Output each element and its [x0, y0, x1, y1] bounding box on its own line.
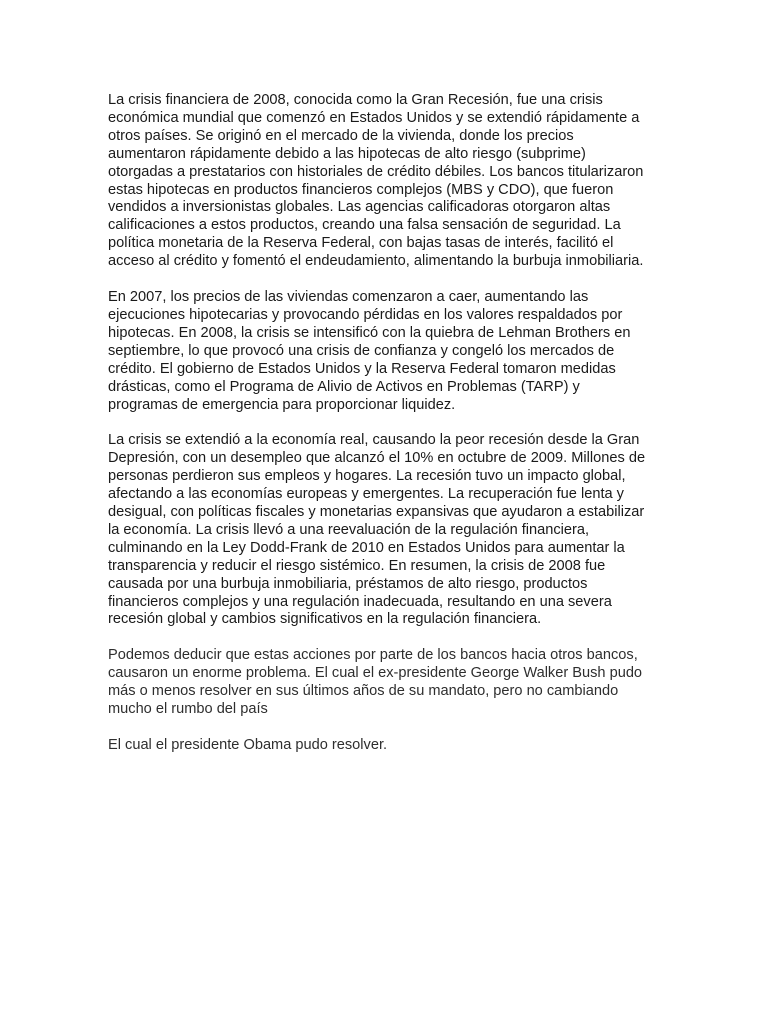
paragraph-line: El cual el presidente Obama pudo resolver.: [108, 737, 388, 753]
paragraph-line: aumentaron rápidamente debido a las hipotecas de alto riesgo (subprime): [108, 145, 586, 162]
paragraph-line: Depresión, con un desempleo que alcanzó el 10% en octubre de 2009. Millones de: [108, 450, 646, 467]
document-body: [108, 92, 668, 773]
paragraph-line: mucho el rumbo del país: [108, 701, 268, 718]
paragraph-line: Podemos deducir que estas acciones por parte de los bancos hacia otros bancos,: [108, 647, 638, 664]
paragraph-2: [108, 289, 668, 414]
paragraph-line: la economía. La crisis llevó a una reevaluación de la regulación financiera,: [108, 521, 590, 538]
paragraph-1: [108, 92, 668, 271]
paragraph-line: culminando en la Ley Dodd-Frank de 2010 en Estados Unidos para aumentar la: [108, 539, 625, 556]
paragraph-line: hipotecas. En 2008, la crisis se intensificó con la quiebra de Lehman Brothers en: [108, 324, 631, 341]
paragraph-line: recesión global y cambios significativos en la regulación financiera.: [108, 611, 542, 628]
paragraph-line: acceso al crédito y fomentó el endeudamiento, alimentando la burbuja inmobiliaria.: [108, 253, 644, 270]
paragraph-5: [108, 737, 668, 755]
paragraph-line: transparencia y reducir el riesgo sistémico. En resumen, la crisis de 2008 fue: [108, 557, 606, 574]
paragraph-4: [108, 647, 668, 719]
paragraph-line: otros países. Se originó en el mercado de la vivienda, donde los precios: [108, 127, 574, 144]
paragraph-line: más o menos resolver en sus últimos años de su mandato, pero no cambiando: [108, 683, 619, 700]
paragraph-line: programas de emergencia para proporcionar liquidez.: [108, 396, 456, 413]
paragraph-line: drásticas, como el Programa de Alivio de Activos en Problemas (TARP) y: [108, 378, 580, 395]
paragraph-line: En 2007, los precios de las viviendas comenzaron a caer, aumentando las: [108, 289, 589, 306]
paragraph-line: septiembre, lo que provocó una crisis de confianza y congeló los mercados de: [108, 342, 615, 359]
paragraph-line: calificaciones a estos productos, creando una falsa sensación de seguridad. La: [108, 217, 621, 234]
paragraph-line: causada por una burbuja inmobiliaria, préstamos de alto riesgo, productos: [108, 575, 588, 592]
paragraph-line: afectando a las economías europeas y emergentes. La recuperación fue lenta y: [108, 486, 624, 503]
paragraph-line: desigual, con políticas fiscales y monetarias expansivas que ayudaron a estabilizar: [108, 504, 645, 521]
paragraph-line: económica mundial que comenzó en Estados Unidos y se extendió rápidamente a: [108, 109, 640, 126]
paragraph-line: personas perdieron sus empleos y hogares. La recesión tuvo un impacto global,: [108, 468, 626, 485]
paragraph-line: ejecuciones hipotecarias y provocando pérdidas en los valores respaldados por: [108, 306, 623, 323]
paragraph-line: La crisis financiera de 2008, conocida como la Gran Recesión, fue una crisis: [108, 92, 603, 108]
paragraph-line: causaron un enorme problema. El cual el ex-presidente George Walker Bush pudo: [108, 665, 643, 682]
paragraph-line: otorgadas a prestatarios con historiales de crédito débiles. Los bancos titularizaron: [108, 163, 644, 180]
paragraph-line: La crisis se extendió a la economía real, causando la peor recesión desde la Gran: [108, 432, 640, 449]
paragraph-line: política monetaria de la Reserva Federal, con bajas tasas de interés, facilitó el: [108, 235, 614, 252]
paragraph-line: estas hipotecas en productos financieros complejos (MBS y CDO), que fueron: [108, 181, 614, 198]
paragraph-line: vendidos a inversionistas globales. Las agencias calificadoras otorgaron altas: [108, 199, 611, 216]
paragraph-line: crédito. El gobierno de Estados Unidos y la Reserva Federal tomaron medidas: [108, 360, 616, 377]
paragraph-line: financieros complejos y una regulación inadecuada, resultando en una severa: [108, 593, 612, 610]
paragraph-3: [108, 432, 668, 629]
